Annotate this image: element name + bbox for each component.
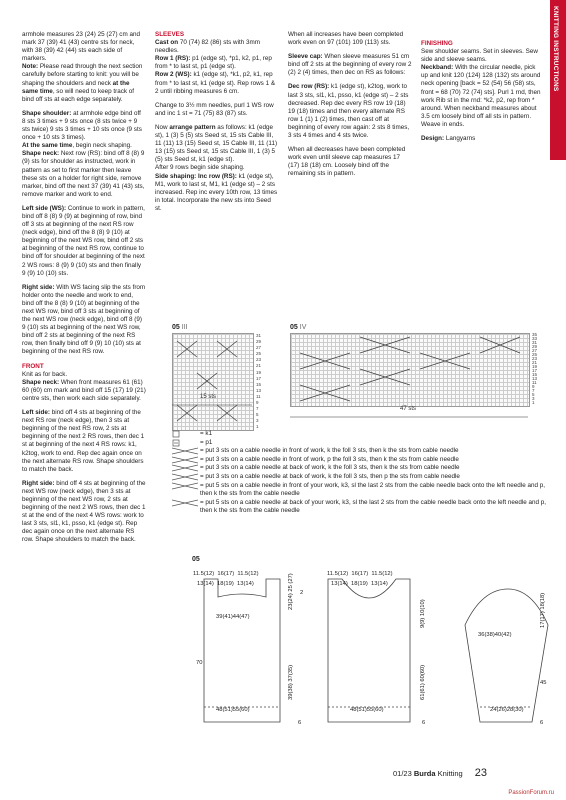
- row-number: 1: [532, 400, 535, 405]
- text: Please read through the next section carefully before starting to knit: you will be shaping the shoulders and neck: [22, 63, 143, 87]
- label: Side shaping: Inc row (RS):: [155, 172, 237, 180]
- text-column-2: [155, 31, 279, 219]
- chart-3-label: [172, 324, 188, 331]
- label: Left side:: [22, 409, 50, 417]
- front-outline: [328, 579, 410, 722]
- back-outline: [204, 579, 280, 722]
- label: Row 2 (WS):: [155, 71, 192, 79]
- text: k1 (edge st), *k1, p2, k1, rep from * to last st, k1 (edge st). Rep rows 1 & 2 until ribbing measures 6 cm.: [155, 71, 276, 95]
- sleeve-outline: [465, 589, 548, 722]
- chart-number: 05: [290, 324, 298, 331]
- legend-text: = k1: [200, 430, 213, 437]
- row-number: 27: [256, 345, 262, 351]
- front-neck: 9(9) 10(10): [420, 599, 426, 628]
- paragraph: [155, 31, 279, 96]
- back-top-measure: [193, 571, 259, 577]
- text: With WS facing slip the sts from holder onto the needle and work to end, bind off the 8 (8) 9 (10) at beginning of the next WS row, bind off 3 sts at beginning of the next WS row (neck edge), bind off 8 (9) 9 (10) sts at beginning of the next WS row, bind off 2 sts at beginning of the next RS row, then finally bind off 9 (9) 10 (10) sts at beginning of the next RS row.: [22, 283, 146, 356]
- chart-roman: IV: [299, 324, 307, 331]
- measure: 11.5(12): [193, 571, 215, 577]
- section-heading: FINISHING: [421, 40, 453, 47]
- text-column-4: [421, 40, 543, 149]
- row-number: 27: [532, 348, 538, 353]
- label: Neckband:: [421, 64, 454, 72]
- text: k1 (edge st), k2tog, work to last 3 sts, sl1, k1, psso, k1 (edge st) – 2 sts decreased. Rep dec every RS row 19 (18) 19 (18) times and then every alternate RS row 1 (1) 1 (2) times, then cast off at beginning of every row again: 2 sts 8 times, 3 sts 4 times and 4 sts twice.: [288, 83, 410, 140]
- text: Langyarns: [444, 135, 476, 143]
- row-number: 21: [256, 363, 262, 369]
- cable-symbol-icon: [172, 499, 200, 507]
- chart-3-width: 15 sts: [200, 394, 217, 400]
- text: Weave in ends.: [421, 120, 465, 128]
- label: Left side (WS):: [22, 204, 67, 212]
- row-number: 25: [532, 352, 538, 357]
- label: Row 1 (RS):: [155, 55, 191, 63]
- text: After 9 rows begin side shaping.: [155, 164, 245, 172]
- label: At the same time: [22, 142, 73, 150]
- page-footer: [393, 767, 487, 779]
- label: Sleeve cap:: [288, 53, 323, 61]
- row-number: 3: [256, 418, 259, 424]
- front-rib: 6: [422, 720, 426, 726]
- legend-item: [172, 439, 552, 448]
- measure: 18(19): [351, 581, 368, 587]
- chart-4-width: 47 sts: [400, 406, 417, 412]
- text: When all decreases have been completed work even until sleeve cap measures 17 (17) 18 (18) cm. Loosely bind off the remaining sts in pattern.: [288, 146, 406, 178]
- row-number: 23: [256, 357, 262, 363]
- brand-name: Burda: [413, 769, 436, 778]
- measure: 16(17): [217, 571, 235, 577]
- text: When sleeve measures 51 cm bind off 2 sts at the beginning of every row 2 (2) 2 (4) times, then dec on RS as follows:: [288, 53, 412, 77]
- measure: 18(19): [217, 581, 234, 587]
- chart-4-row-numbers: [532, 333, 537, 405]
- row-number: 19: [532, 364, 538, 369]
- chart-4-width-arrow: [290, 414, 528, 420]
- row-number: 7: [256, 406, 259, 412]
- back-height: 70: [196, 660, 203, 666]
- text: at armhole edge bind off 8 sts 3 times + 9 sts once (8 sts twice + 9 sts twice) 9 sts 3 times + 10 sts once (9 sts once + 10 sts 3 times).: [22, 109, 142, 142]
- watermark: PassionForum.ru: [508, 790, 554, 796]
- cable-chart-4-marks: [290, 333, 528, 405]
- paragraph: [22, 63, 146, 103]
- chart-legend: [172, 430, 552, 516]
- row-number: 35: [532, 332, 538, 337]
- cable-symbol-icon: [172, 482, 200, 490]
- row-number: 17: [532, 368, 538, 373]
- measure: 11.5(12): [371, 571, 393, 577]
- row-number: 17: [256, 375, 262, 381]
- page-number: 23: [474, 767, 488, 779]
- row-number: 13: [532, 376, 538, 381]
- cable-symbol-icon: [172, 456, 200, 464]
- chart-3-width-arrow: [172, 402, 252, 408]
- paragraph: [155, 124, 279, 213]
- text: Now: [155, 123, 170, 131]
- back-rib: 6: [298, 720, 302, 726]
- text-column-1: [22, 31, 146, 551]
- label: Shape shoulder:: [22, 109, 72, 117]
- paragraph: [22, 31, 146, 63]
- row-number: 11: [532, 380, 537, 385]
- back-top-measure-2: [197, 581, 254, 587]
- text: armhole measures 23 (24) 25 (27) cm and mark 37 (39) 41 (43) centre sts for neck, with 38 (39) 42 (44) sts each side of markers.: [22, 31, 140, 63]
- row-number: 5: [532, 392, 535, 397]
- row-number: 25: [256, 351, 262, 357]
- legend-text: = put 3 sts on a cable needle in front of work, k the foll 3 sts, then k the sts from cable needle: [200, 447, 459, 455]
- paragraph: [22, 363, 146, 403]
- legend-text: = put 3 sts on a cable needle at back of work, k the foll 3 sts, then p the sts from cable needle: [200, 472, 460, 480]
- legend-item: [172, 499, 552, 516]
- label: Cast on: [155, 39, 179, 47]
- issue-number: 01/23: [393, 769, 412, 778]
- text: Continue to work in pattern, bind off 8 (8) 9 (9) at beginning of row, bind off 3 sts at beginning of the next RS row (neck edge), bind off the 8 (8) 9 (10) at beginning of the next WS row, bind off 2 sts at beginning of the next RS row, continue to bind off for shoulder at beginning of the next 2 WS rows: 8 (9) 9 (10) sts and then finally 9 (9) 10 (10) sts.: [22, 204, 145, 277]
- cable-symbol-icon: [172, 464, 200, 472]
- row-number: 13: [256, 387, 262, 393]
- back-hem: 48(51)55(60): [216, 707, 250, 713]
- measure: 13(14): [331, 581, 348, 587]
- measure: 13(14): [197, 581, 214, 587]
- paragraph: [22, 480, 146, 545]
- text: When front measures 61 (61) 60 (60) cm mark and bind off 15 (17) 19 (21) centre sts, then work each side separately.: [22, 378, 146, 402]
- paragraph: [288, 83, 412, 140]
- text: , begin neck shaping.: [72, 142, 132, 150]
- paragraph: [22, 205, 146, 278]
- chart-4-label: [290, 324, 306, 331]
- label: Shape neck:: [22, 378, 60, 386]
- row-number: 1: [256, 424, 259, 430]
- paragraph: [22, 409, 146, 474]
- section-heading: FRONT: [22, 362, 44, 370]
- legend-item: [172, 456, 552, 465]
- row-number: 9: [256, 400, 259, 406]
- paragraph: [288, 53, 412, 77]
- legend-item: [172, 447, 552, 456]
- front-top-measure-2: [331, 581, 388, 587]
- dash-symbol-icon: [172, 439, 200, 447]
- text: 70 (74) 82 (86) sts with 3mm needles.: [155, 39, 260, 55]
- sleeve-width: 36(38)40(42): [478, 632, 512, 638]
- legend-item: [172, 482, 552, 499]
- row-number: 29: [256, 339, 262, 345]
- text: Sew shoulder seams. Set in sleeves. Sew side and sleeve seams.: [421, 48, 538, 64]
- paragraph: [288, 146, 412, 178]
- back-armhole-2: 2: [300, 590, 304, 596]
- cable-chart-3-marks: [172, 333, 252, 429]
- section-tab-label: KNITTING INSTRUCTIONS: [552, 6, 559, 92]
- label: Right side:: [22, 479, 55, 487]
- measure: 13(14): [371, 581, 388, 587]
- sleeve-rib: 6: [540, 720, 544, 726]
- row-number: 15: [532, 372, 538, 377]
- square-symbol-icon: [172, 430, 200, 438]
- section-name: Knitting: [437, 769, 463, 778]
- text: Next row (RS): bind off 8 (8) 9 (9) sts for shoulder as instructed, work in pattern as set to first marker then leave these sts on a holder for right side, remove marker, bind off the next 37 (39) 41 (43) sts, remove marker and work to end.: [22, 150, 145, 198]
- front-hem: 48(51)55(60): [350, 707, 384, 713]
- paragraph: [22, 284, 146, 357]
- row-number: 23: [532, 356, 538, 361]
- row-number: 31: [532, 340, 538, 345]
- paragraph: [22, 110, 146, 199]
- row-number: 9: [532, 384, 535, 389]
- row-number: 5: [256, 412, 259, 418]
- measure: 11.5(12): [237, 571, 259, 577]
- text-column-3: [288, 31, 412, 185]
- label: Dec row (RS):: [288, 83, 330, 91]
- sleeve-cap: 17(17) 18(18): [540, 592, 546, 628]
- row-number: 3: [532, 396, 535, 401]
- text: Knit as for back.: [22, 370, 68, 378]
- measure: 16(17): [351, 571, 369, 577]
- chart-3-row-numbers: [256, 333, 261, 431]
- legend-item: [172, 430, 552, 439]
- text: as follows: k1 (edge st), 1 (3) 5 (5) sts Seed st, 15 sts Cable III, 11 (11) 13 (15) Seed st, 15 Cable III, 11 (11) 13 (15) sts Seed st, 15 sts Cable III, 1 (3) 5 (5) sts Seed st, k1 (edge st).: [155, 123, 278, 164]
- back-width: 39(41)44(47): [216, 614, 250, 620]
- label: at the same time: [22, 79, 130, 95]
- text: p1 (edge st), *p1, k2, p1, rep from * to last st, p1 (edge st).: [155, 55, 272, 71]
- text: When all increases have been completed work even on 97 (101) 109 (113) sts.: [288, 31, 404, 47]
- back-armhole: 23(24) 25 (27): [288, 573, 294, 610]
- label: arrange pattern: [169, 123, 216, 131]
- label: Design:: [421, 135, 445, 143]
- row-number: 7: [532, 388, 535, 393]
- schematic-number: 05: [192, 556, 200, 563]
- section-tab: [550, 0, 566, 160]
- row-number: 19: [256, 369, 262, 375]
- legend-item: [172, 473, 552, 482]
- text: , so will need to keep track of bind off sts at each edge separately.: [22, 87, 135, 103]
- text: bind off 4 sts at beginning of the next RS row (neck edge), then 3 sts at beginning of the next RS row, 2 sts at beginning of the next 2 RS rows, then dec 1 st at beginning of the next 4 RS rows: k1, k2tog, work to end. Rep dec again once on the next alternate RS row. Shape shoulders to match the back.: [22, 409, 145, 473]
- chart-number: 05: [172, 324, 180, 331]
- paragraph: [155, 102, 279, 118]
- label: Right side:: [22, 283, 55, 291]
- front-top-measure: [327, 571, 393, 577]
- cable-symbol-icon: [172, 473, 200, 481]
- sleeve-length: 45: [540, 680, 547, 686]
- measure: 13(14): [237, 581, 254, 587]
- row-number: 31: [256, 333, 262, 338]
- measure: 11.5(12): [327, 571, 349, 577]
- sleeve-hem: 24(26)28(30): [490, 707, 524, 713]
- section-heading: SLEEVES: [155, 31, 185, 38]
- text: bind off 4 sts at beginning of the next WS row (neck edge), then 3 sts at beginning of the next WS row, 2 sts at beginning of the next 2 WS rows, then dec 1 st at the end of the next 4 WS rows: work to last 3 sts, sl1, k1, psso, k1 (edge st). Rep dec again once on the next alternate RS row. Shape shoulders to match the back.: [22, 479, 146, 544]
- row-number: 11: [256, 393, 261, 399]
- paragraph: [421, 40, 543, 129]
- legend-item: [172, 464, 552, 473]
- back-side: 39(38) 37(35): [288, 664, 294, 700]
- legend-text: = put 5 sts on a cable needle in front of your work, k3, sl the last 2 sts from the cable needle back onto the left needle and p, then k the sts from the cable needle: [200, 481, 545, 498]
- legend-text: = put 5 sts on a cable needle at back of your work, k3, sl the last 2 sts from the cable needle back onto the left needle and p, then k the sts from the cable needle: [200, 498, 547, 515]
- legend-text: = put 3 sts on a cable needle in front of work, p the foll 3 sts, then k the sts from cable needle: [200, 455, 459, 463]
- paragraph: [288, 31, 412, 47]
- row-number: 29: [532, 344, 538, 349]
- row-number: 15: [256, 381, 262, 387]
- chart-roman: III: [181, 324, 188, 331]
- legend-text: = p1: [200, 438, 213, 446]
- front-side: 61(61) 60(60): [420, 664, 426, 700]
- text: k1 (edge st), M1, work to last st, M1, k1 (edge st) – 2 sts increased. Rep inc every 10th row, 13 times in total. Incorporate the new sts into Seed st.: [155, 172, 278, 212]
- text: With the circular needle, pick up and knit 120 (124) 128 (132) sts around neck opening [back = 52 (54) 56 (58) sts, front = 68 (70) 72 (74) sts]. Purl 1 rnd, then work Rib st in the rnd: *k2, p2, rep from * around. When neckband measures about 3.5 cm loosely bind off all sts in pattern.: [421, 64, 541, 120]
- legend-text: = put 3 sts on a cable needle at back of work, k the foll 3 sts, then k the sts from cable needle: [200, 464, 460, 472]
- row-number: 21: [532, 360, 538, 365]
- row-number: 33: [532, 336, 538, 341]
- label: Note:: [22, 63, 39, 71]
- cable-symbol-icon: [172, 447, 200, 455]
- label: Shape neck:: [22, 150, 60, 158]
- text: Change to 3½ mm needles, purl 1 WS row and inc 1 st = 71 (75) 83 (87) sts.: [155, 101, 274, 117]
- paragraph: [421, 135, 543, 143]
